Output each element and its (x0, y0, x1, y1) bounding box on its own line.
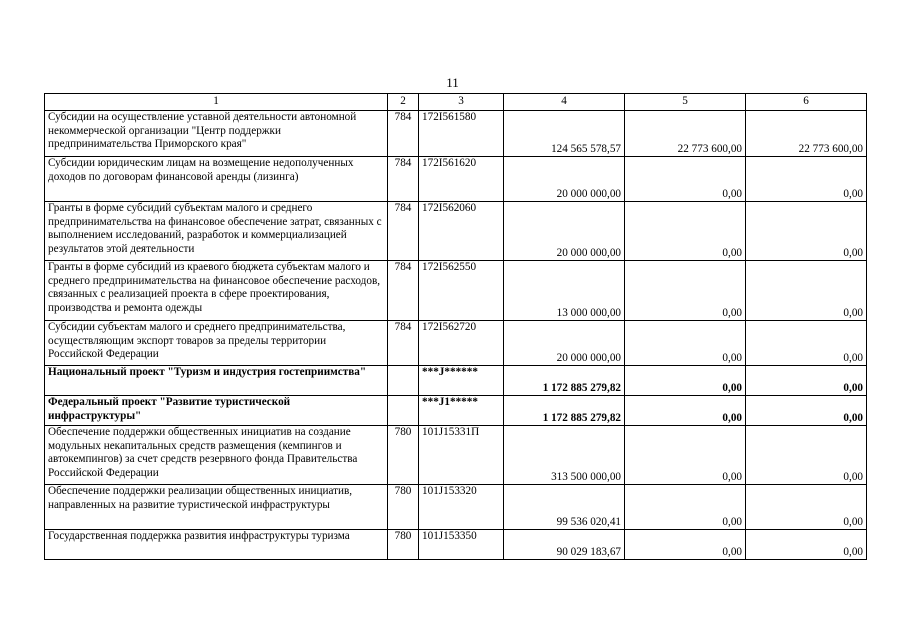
table-row (45, 157, 867, 202)
row-csr: ***J1***** (419, 396, 504, 426)
row-grbs: 784 (388, 202, 419, 261)
row-grbs (388, 396, 419, 426)
header-col-1: 1 (45, 94, 388, 111)
row-value-4: 20 000 000,00 (504, 321, 625, 366)
row-value-6: 0,00 (746, 202, 867, 261)
row-value-6: 0,00 (746, 261, 867, 321)
row-value-5: 0,00 (625, 202, 746, 261)
header-col-2: 2 (388, 94, 419, 111)
row-value-5: 0,00 (625, 426, 746, 485)
row-value-6: 0,00 (746, 366, 867, 396)
row-value-6: 0,00 (746, 485, 867, 530)
row-csr: 172I562720 (419, 321, 504, 366)
row-grbs (388, 366, 419, 396)
row-value-6: 0,00 (746, 530, 867, 560)
table-row (45, 321, 867, 366)
row-value-6: 0,00 (746, 426, 867, 485)
row-value-4: 1 172 885 279,82 (504, 396, 625, 426)
row-name: Государственная поддержка развития инфраструктуры туризма (45, 530, 388, 560)
row-value-5: 0,00 (625, 157, 746, 202)
row-csr: 101J15331П (419, 426, 504, 485)
row-value-5: 0,00 (625, 261, 746, 321)
table-row (45, 530, 867, 560)
row-csr: 172I562060 (419, 202, 504, 261)
header-col-4: 4 (504, 94, 625, 111)
row-value-4: 20 000 000,00 (504, 157, 625, 202)
row-grbs: 784 (388, 157, 419, 202)
row-value-4: 313 500 000,00 (504, 426, 625, 485)
row-grbs: 784 (388, 111, 419, 157)
table-row (45, 485, 867, 530)
row-name: Обеспечение поддержки реализации общественных инициатив, направленных на развитие туристической инфраструктуры (45, 485, 388, 530)
header-col-5: 5 (625, 94, 746, 111)
row-csr: 172I561620 (419, 157, 504, 202)
row-grbs: 780 (388, 485, 419, 530)
row-name: Федеральный проект "Развитие туристической инфраструктуры" (45, 396, 388, 426)
header-col-3: 3 (419, 94, 504, 111)
row-value-6: 22 773 600,00 (746, 111, 867, 157)
row-value-4: 1 172 885 279,82 (504, 366, 625, 396)
row-value-6: 0,00 (746, 157, 867, 202)
row-csr: 172I561580 (419, 111, 504, 157)
budget-table (44, 93, 867, 560)
page-number: 11 (446, 75, 459, 90)
row-value-5: 0,00 (625, 485, 746, 530)
header-row (45, 94, 867, 111)
table-row (45, 366, 867, 396)
row-value-4: 13 000 000,00 (504, 261, 625, 321)
row-name: Гранты в форме субсидий субъектам малого и среднего предпринимательства на финансовое обеспечение затрат, связанных с выполнением исследований, разработок и коммерциализацией результатов этой деятельности (45, 202, 388, 261)
table-row (45, 202, 867, 261)
row-grbs: 780 (388, 530, 419, 560)
table-row (45, 111, 867, 157)
table-row (45, 426, 867, 485)
row-value-5: 22 773 600,00 (625, 111, 746, 157)
row-value-4: 99 536 020,41 (504, 485, 625, 530)
row-name: Гранты в форме субсидий из краевого бюджета субъектам малого и среднего предпринимательства на финансовое обеспечение расходов, связанных с реализацией проекта в сфере проектирования, производства и ремонта одежды (45, 261, 388, 321)
row-csr: 101J153350 (419, 530, 504, 560)
row-csr: 172I562550 (419, 261, 504, 321)
row-name: Обеспечение поддержки общественных инициатив на создание модульных некапитальных средств размещения (кемпингов и автокемпингов) за счет средств резервного фонда Правительства Российской Федерации (45, 426, 388, 485)
row-value-6: 0,00 (746, 321, 867, 366)
row-name: Субсидии юридическим лицам на возмещение недополученных доходов по договорам финансовой аренды (лизинга) (45, 157, 388, 202)
row-csr: 101J153320 (419, 485, 504, 530)
row-grbs: 784 (388, 321, 419, 366)
row-value-5: 0,00 (625, 396, 746, 426)
table-row (45, 261, 867, 321)
row-value-4: 20 000 000,00 (504, 202, 625, 261)
row-value-6: 0,00 (746, 396, 867, 426)
row-name: Субсидии на осуществление уставной деятельности автономной некоммерческой организации "Центр поддержки предпринимательства Приморского края" (45, 111, 388, 157)
row-value-5: 0,00 (625, 321, 746, 366)
row-value-5: 0,00 (625, 530, 746, 560)
row-grbs: 780 (388, 426, 419, 485)
row-name: Субсидии субъектам малого и среднего предпринимательства, осуществляющим экспорт товаров за пределы территории Российской Федерации (45, 321, 388, 366)
row-grbs: 784 (388, 261, 419, 321)
row-csr: ***J****** (419, 366, 504, 396)
row-value-4: 124 565 578,57 (504, 111, 625, 157)
row-value-5: 0,00 (625, 366, 746, 396)
row-value-4: 90 029 183,67 (504, 530, 625, 560)
row-name: Национальный проект "Туризм и индустрия гостеприимства" (45, 366, 388, 396)
table-row (45, 396, 867, 426)
header-col-6: 6 (746, 94, 867, 111)
